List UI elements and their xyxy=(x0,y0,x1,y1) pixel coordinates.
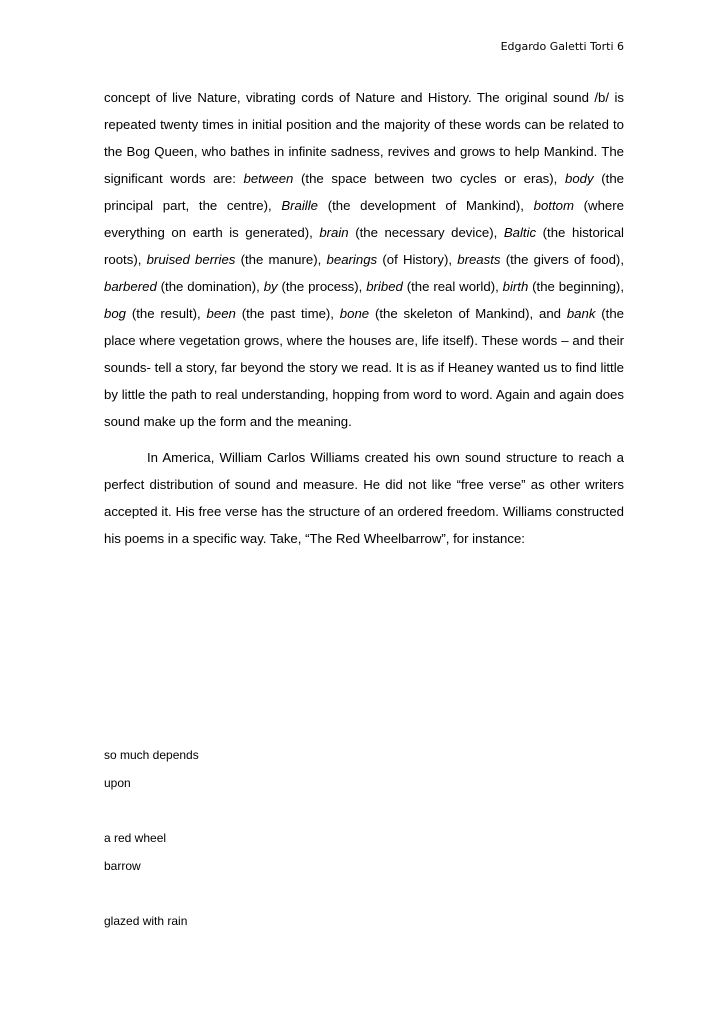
text-segment: (the skeleton of Mankind), and xyxy=(369,306,567,321)
key-word: body xyxy=(565,171,594,186)
text-segment: (the real world), xyxy=(402,279,503,294)
text-segment: (the result), xyxy=(126,306,207,321)
key-word: bottom xyxy=(533,198,574,213)
text-segment: (the development of Mankind), xyxy=(318,198,534,213)
poem-line: barrow xyxy=(104,859,141,873)
text-segment: (the domination), xyxy=(156,279,264,294)
key-word: bone xyxy=(339,306,370,321)
key-word: brain xyxy=(319,225,349,240)
poem-line: so much depends xyxy=(104,748,199,762)
key-word: been xyxy=(206,306,236,321)
poem-excerpt xyxy=(104,748,199,928)
text-segment: (the space between two cycles or eras), xyxy=(293,171,565,186)
key-word: Baltic xyxy=(503,225,537,240)
text-segment: (the process), xyxy=(277,279,367,294)
poem-line: a red wheel xyxy=(104,831,167,845)
text-segment: (of History), xyxy=(377,252,458,267)
page-header: Edgardo Galetti Torti 6 xyxy=(500,40,624,53)
key-word: Braille xyxy=(281,198,318,213)
key-word: bribed xyxy=(366,279,403,294)
text-segment: (the principal part, the centre), xyxy=(104,171,624,213)
text-segment: (the place where vegetation grows, where the houses are, life itself). These words – and their sounds- tell a story, far beyond the story we read. It is as if Heaney wanted us to find little by little the path to real understanding, hopping from word to word. Again and again does sound make up the form and the meaning. xyxy=(104,306,625,429)
key-word: bearings xyxy=(326,252,378,267)
key-word: barbered xyxy=(104,279,157,294)
key-word: by xyxy=(263,279,278,294)
key-word: bruised berries xyxy=(146,252,236,267)
text-segment: concept of live Nature, vibrating cords of Nature and History. The original sound /b/ is repeated twenty times in initial position and the majority of these words can be related to the Bog Queen, who bathes in infinite sadness, revives and grows to help Mankind. The significant words are: xyxy=(104,90,624,186)
text-segment: (the beginning), xyxy=(528,279,624,294)
text-segment: (the historical roots), xyxy=(104,225,624,267)
paragraph-williams: In America, William Carlos Williams created his own sound structure to reach a perfect distribution of sound and measure. He did not like “free verse” as other writers accepted it. His free verse has the structure of an ordered freedom. Williams constructed his poems in a specific way. Take, “The Red Wheelbarrow”, for instance: xyxy=(104,450,624,546)
text-segment: (the past time), xyxy=(235,306,340,321)
body-text xyxy=(104,84,624,552)
poem-line: upon xyxy=(104,776,131,790)
text-segment: (the necessary device), xyxy=(348,225,504,240)
text-segment: (where everything on earth is generated), xyxy=(104,198,624,240)
key-word: between xyxy=(243,171,294,186)
key-word: breasts xyxy=(457,252,501,267)
poem-line: glazed with rain xyxy=(104,914,188,928)
text-segment: (the givers of food), xyxy=(500,252,624,267)
key-word: bank xyxy=(566,306,596,321)
key-word: bog xyxy=(104,306,127,321)
key-word: birth xyxy=(502,279,529,294)
text-segment: (the manure), xyxy=(235,252,327,267)
paragraph-sound-analysis xyxy=(104,84,624,435)
